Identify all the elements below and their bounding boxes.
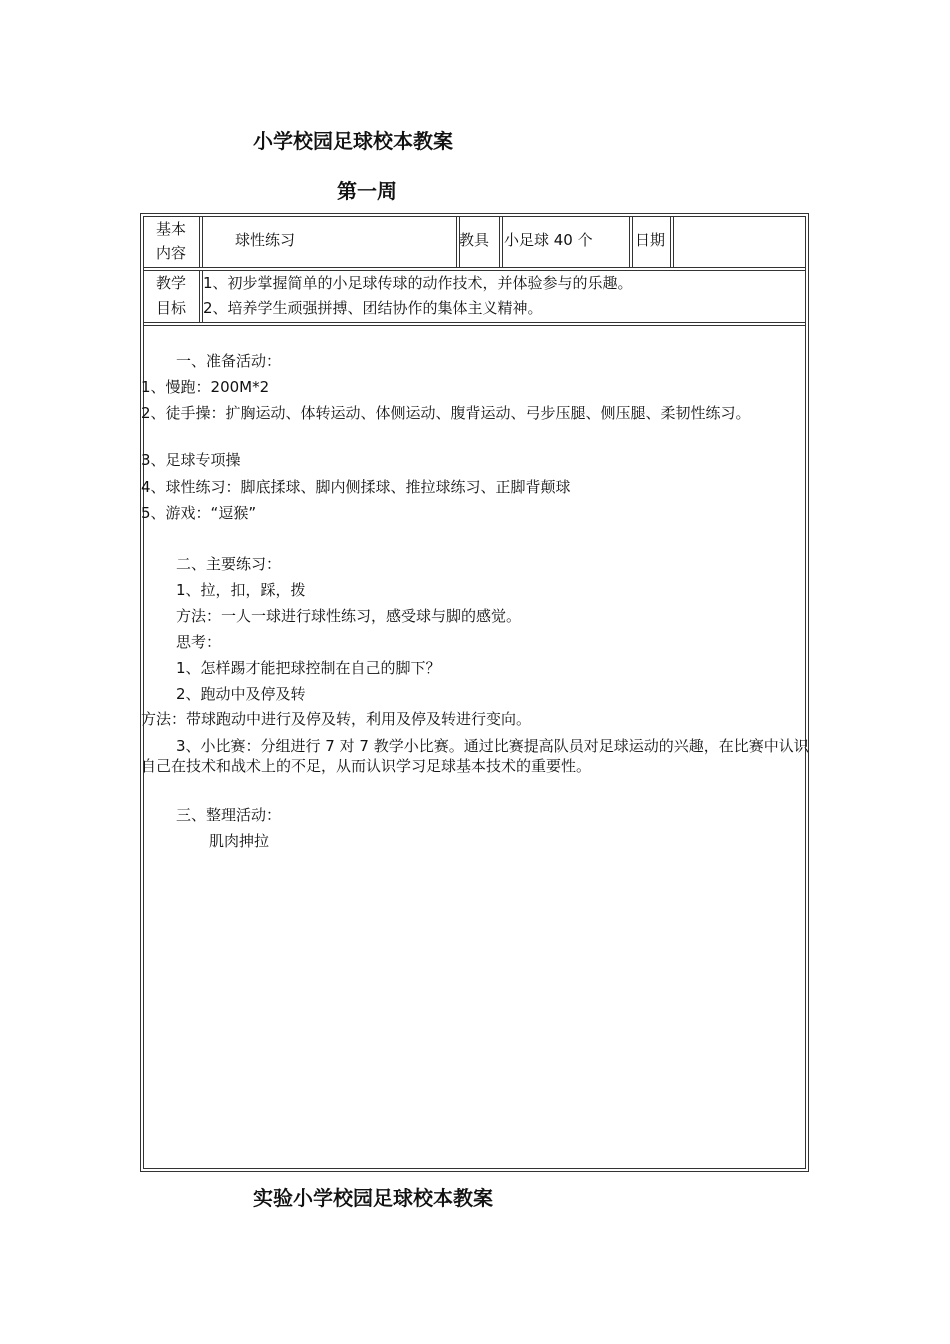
col-divider <box>202 216 203 268</box>
list-item: 3、小比赛：分组进行 7 对 7 教学小比赛。通过比赛提高队员对足球运动的兴趣，在比赛中认识自己在技术和战术上的不足，从而认识学习足球基本技术的重要性。 <box>141 737 809 775</box>
col-divider <box>199 216 200 268</box>
col-divider <box>670 216 671 268</box>
list-item: 2、跑动中及停及转 <box>176 685 306 703</box>
date-label: 日期 <box>635 231 666 249</box>
row-divider <box>143 322 806 323</box>
col-divider <box>456 216 457 268</box>
content-label-line2: 内容 <box>155 244 186 262</box>
list-item: 1、慢跑：200M*2 <box>141 378 270 396</box>
list-item: 肌肉抻拉 <box>209 832 270 850</box>
method-text: 方法：带球跑动中进行及停及转，利用及停及转进行变向。 <box>141 710 532 728</box>
page-title: 小学校园足球校本教案 <box>253 129 453 153</box>
content-label-line1: 基本 <box>155 220 186 238</box>
col-divider <box>499 216 500 268</box>
list-item: 3、足球专项操 <box>141 451 241 469</box>
col-divider <box>629 216 630 268</box>
goal-label-line1: 教学 <box>155 274 186 292</box>
goal-label-line2: 目标 <box>155 299 186 317</box>
section-heading: 二、主要练习： <box>176 555 282 573</box>
equipment-value: 小足球 40 个 <box>504 231 593 249</box>
equipment-label: 教具 <box>459 231 490 249</box>
col-divider <box>199 270 200 323</box>
list-item: 1、拉，扣，踩，拨 <box>176 581 306 599</box>
question-text: 1、怎样踢才能把球控制在自己的脚下？ <box>176 659 441 677</box>
list-item: 2、徒手操：扩胸运动、体转运动、体侧运动、腹背运动、弓步压腿、侧压腿、柔韧性练习。 <box>141 404 751 422</box>
row-divider <box>143 325 806 326</box>
section-heading: 三、整理活动： <box>176 806 282 824</box>
col-divider <box>673 216 674 268</box>
row-divider <box>143 267 806 268</box>
section-heading: 一、准备活动： <box>176 352 282 370</box>
list-item: 5、游戏：“逗猴” <box>141 504 257 522</box>
week-title: 第一周 <box>337 179 397 203</box>
goal-item: 2、培养学生顽强拼搏、团结协作的集体主义精神。 <box>203 299 543 317</box>
goal-item: 1、初步掌握简单的小足球传球的动作技术，并体验参与的乐趣。 <box>203 274 633 292</box>
col-divider <box>632 216 633 268</box>
method-text: 方法：一人一球进行球性练习，感受球与脚的感觉。 <box>176 607 522 625</box>
footer-title: 实验小学校园足球校本教案 <box>253 1186 493 1210</box>
think-label: 思考： <box>176 633 222 651</box>
content-value: 球性练习 <box>235 231 296 249</box>
list-item: 4、球性练习：脚底揉球、脚内侧揉球、推拉球练习、正脚背颠球 <box>141 478 571 496</box>
col-divider <box>502 216 503 268</box>
